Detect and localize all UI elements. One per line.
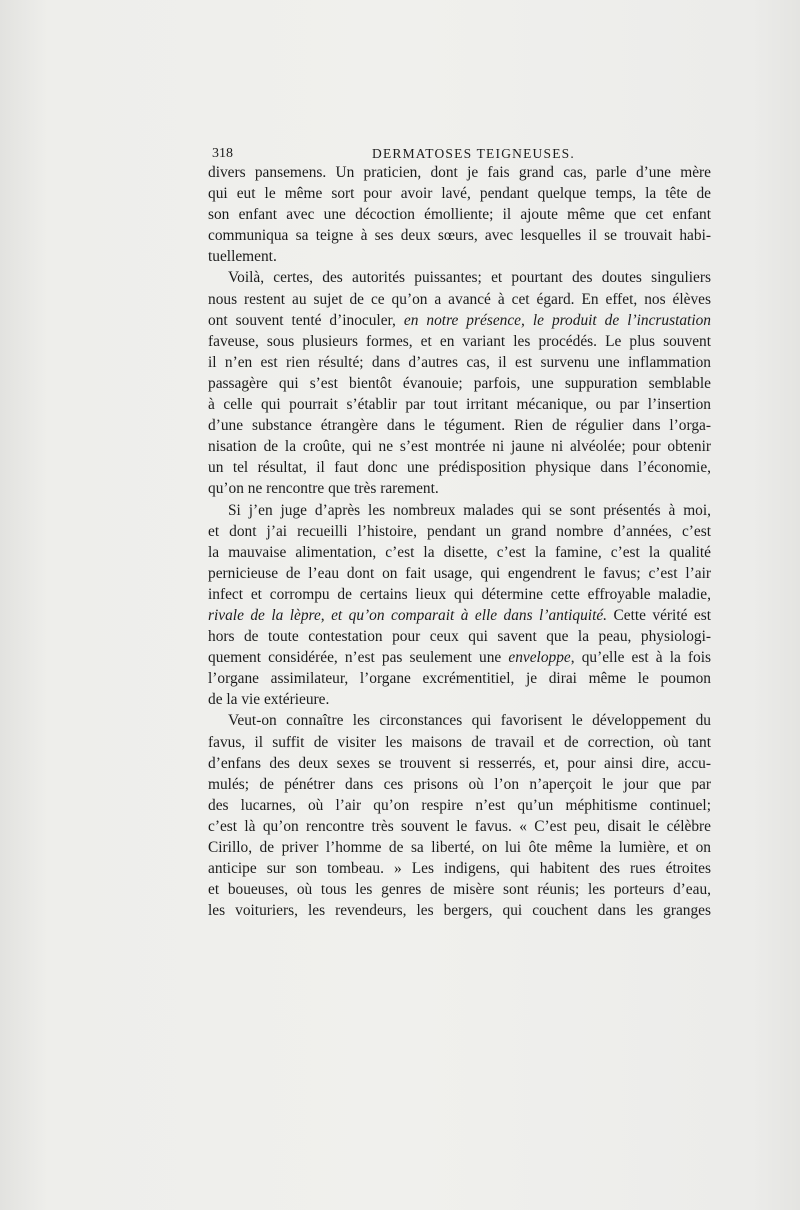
text-line: son enfant avec une décoction émolliente; il ajoute même que cet enfant [208,206,711,224]
body-text [208,162,711,921]
text-line: et dont j’ai recueilli l’histoire, pendant un grand nombre d’années, c’est [208,522,711,540]
text-line: qu’on ne rencontre que très rarement. [208,480,439,498]
paragraph [208,710,711,921]
text-line: nous restent au sujet de ce qu’on a avancé à cet égard. En effet, nos élèves [208,290,711,308]
text-line: d’enfans des deux sexes se trouvent si resserrés, et, pour ainsi dire, accu- [208,754,711,772]
text-line: un tel résultat, il faut donc une prédisposition physique dans l’économie, [208,459,711,477]
text-line: favus, il suffit de visiter les maisons de travail et de correction, où tant [208,733,711,751]
text-line: Cirillo, de priver l’homme de sa liberté, on lui ôte même la lumière, et on [208,839,711,856]
text-line: Si j’en juge d’après les nombreux malades qui se sont présentés à moi, [228,501,711,519]
text-line: hors de toute contestation pour ceux qui savent que la peau, physiologi- [208,628,711,646]
text-line: rivale de la lèpre, et qu’on comparait à elle dans l’antiquité. Cette vérité est [208,606,711,624]
text-line: pernicieuse de l’eau dont on fait usage, qui engendrent le favus; c’est l’air [208,564,711,582]
text-line: infect et corrompu de certains lieux qui détermine cette effroyable maladie, [208,585,711,603]
text-line: de la vie extérieure. [208,691,330,709]
text-line: l’organe assimilateur, l’organe excrémentitiel, je dirai même le poumon [208,670,711,688]
text-line: tuellement. [208,248,277,266]
text-line: qui eut le même sort pour avoir lavé, pendant quelque temps, la tête de [208,185,711,203]
text-line: divers pansemens. Un praticien, dont je fais grand cas, parle d’une mère [208,164,711,181]
text-line: mulés; de pénétrer dans ces prisons où l’on n’aperçoit le jour que par [208,775,711,793]
text-line: les voituriers, les revendeurs, les bergers, qui couchent dans les granges [208,902,711,920]
text-line: passagère qui s’est bientôt évanouie; parfois, une suppuration semblable [208,374,711,392]
text-line: des lucarnes, où l’air qu’on respire n’est qu’un méphitisme continuel; [208,796,711,814]
paragraph [208,267,711,499]
text-line: à celle qui pourrait s’établir par tout irritant mécanique, ou par l’insertion [208,396,711,414]
text-line: la mauvaise alimentation, c’est la disette, c’est la famine, c’est la qualité [208,543,711,561]
page-number: 318 [212,146,233,161]
text-line: il n’en est rien résulté; dans d’autres cas, il est survenu une inflammation [208,353,711,371]
paragraph [208,162,711,267]
text-line: nisation de la croûte, qui ne s’est montrée ni jaune ni alvéolée; pour obtenir [208,438,711,456]
text-line: Voilà, certes, des autorités puissantes; et pourtant des doutes singuliers [228,269,711,287]
text-line: communiqua sa teigne à ses deux sœurs, avec lesquelles il se trouvait habi- [208,227,711,245]
paragraph [208,500,711,711]
running-title: DERMATOSES TEIGNEUSES. [372,146,575,161]
text-line: d’une substance étrangère dans le tégument. Rien de régulier dans l’orga- [208,417,711,435]
text-line: quement considérée, n’est pas seulement une enveloppe, qu’elle est à la fois [208,649,711,667]
text-line: et boueuses, où tous les genres de misère sont réunis; les porteurs d’eau, [208,881,711,899]
text-line: c’est là qu’on rencontre très souvent le favus. « C’est peu, disait le célèbre [208,817,711,835]
text-line: faveuse, sous plusieurs formes, et en variant les procédés. Le plus souvent [208,332,711,350]
text-line: ont souvent tenté d’inoculer, en notre présence, le produit de l’incrustation [208,311,711,329]
text-line: Veut-on connaître les circonstances qui favorisent le développement du [228,712,711,730]
text-line: anticipe sur son tombeau. » Les indigens, qui habitent des rues étroites [208,860,711,878]
